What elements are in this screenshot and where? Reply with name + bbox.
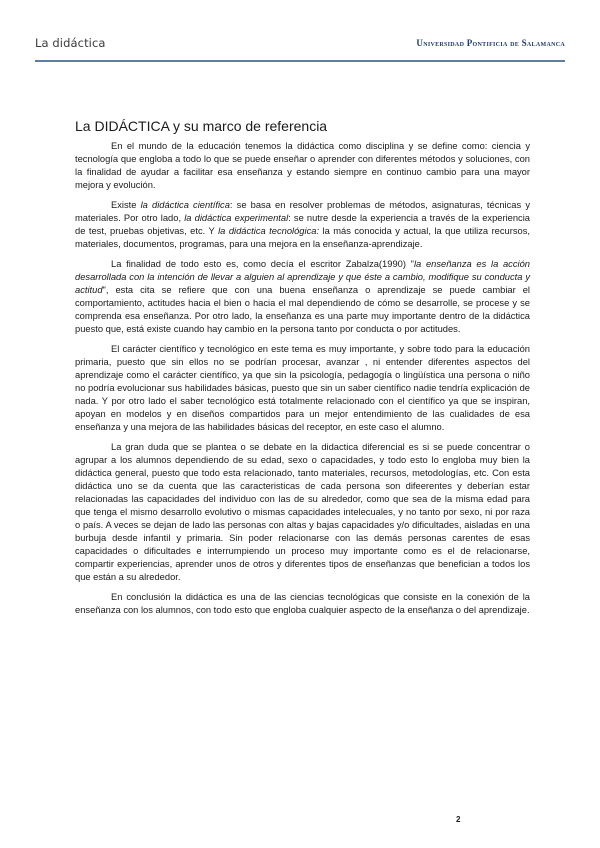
page-number: 2	[456, 815, 461, 824]
header-university-name: Universidad Pontificia de Salamanca	[416, 38, 565, 48]
paragraph-4: El carácter científico y tecnológico en este tema es muy importante, y sobre todo para la educación primaria, puesto que sin ellos no se podrían procesar, avanzar , ni entender diferentes aspectos del aprendizaje como el carácter científico, ya que sin la psicología, pedagogía o lingüística una persona o niño no podría evolucionar sus habilidades básicas, puesto que sin un saber científico nadie tendría explicación de nada. Y por otro lado el saber tecnológico está totalmente relacionado con el científico ya que se inspiran, apoyan en modelos y en diseños compartidos para un mejor entendimiento de las cualidades de esa enseñanza y una mejora de las habilidades básicas del receptor, en este caso el alumno.	[75, 344, 530, 432]
header-document-title: La didáctica	[35, 36, 106, 50]
paragraph-5: La gran duda que se plantea o se debate en la didactica diferencial es si se puede concentrar o agrupar a los alumnos dependiendo de su edad, sexo o capacidades, y todo esto lo engloba muy bien la didáctica general, puesto que todo esta relacionado, tanto materiales, recursos, metodologías, etc. Con esta didáctica uno se da cuenta que las caracteristicas de cada persona son difeerentes y deberían estar relacionadas las capacidades del individuo con las de su alrededor, como que sea de la misma edad para que tenga el mismo desarrollo evolutivo o mismas capacidades intelecuales, y no tanto por sexo, ni por raza o país. A veces se dejan de lado las personas con altas y bajas capacidades y/o dificultades, aisladas en una burbuja desde infantil y primaria. Sin poder relacionarse con las demás personas carentes de esas capacidades o dificultades e interrumpiendo un proceso muy importante como es el de relacionarse, compartir experiencias, aprender unos de otros y diferentes tipos de enseñanzas que benefician a todos los que están a su alrededor.	[75, 442, 530, 582]
paragraph-3: La finalidad de todo esto es, como decía el escritor Zabalza(1990) "la enseñanza es la acción desarrollada con la intención de llevar a alguien al aprendizaje y que éste a cambio, modifique su conducta y actitud", esta cita se refiere que con una buena enseñanza o aprendizaje se puede cambiar el comportamiento, actitudes hacia el bien o hacia el mal dependiendo de cómo se desarrolle, se procese y se comprenda esa enseñanza. Por otro lado, la enseñanza es una parte muy importante dentro de la didáctica puesto que, está existe cuando hay cambio en la persona tanto por conducta o por actitudes.	[75, 259, 530, 334]
section-title: La DIDÁCTICA y su marco de referencia	[75, 118, 328, 134]
paragraph-1: En el mundo de la educación tenemos la didáctica como disciplina y se define como: ciencia y tecnología que engloba a todo lo que se puede enseñar o aprender con diferentes métodos y soluciones, con la finalidad de ayudar a facilitar esa enseñanza y estando siempre en continuo cambio para una mayor mejora y evolución.	[75, 141, 530, 190]
paragraph-2: Existe la didáctica científica: se basa en resolver problemas de métodos, asignaturas, técnicas y materiales. Por otro lado, la didáctica experimental: se nutre desde la experiencia a través de la experiencia de test, pruebas objetivas, etc. Y la didáctica tecnológica: la más conocida y actual, la que utiliza recursos, materiales, documentos, programas, para una mejora en la enseñanza-aprendizaje.	[75, 200, 531, 249]
body-text	[75, 140, 530, 617]
header-divider	[35, 60, 565, 62]
paragraph-6: En conclusión la didáctica es una de las ciencias tecnológicas que consiste en la conexión de la enseñanza con los alumnos, con todo esto que engloba cualquier aspecto de la enseñanza o del aprendizaje.	[75, 592, 530, 615]
